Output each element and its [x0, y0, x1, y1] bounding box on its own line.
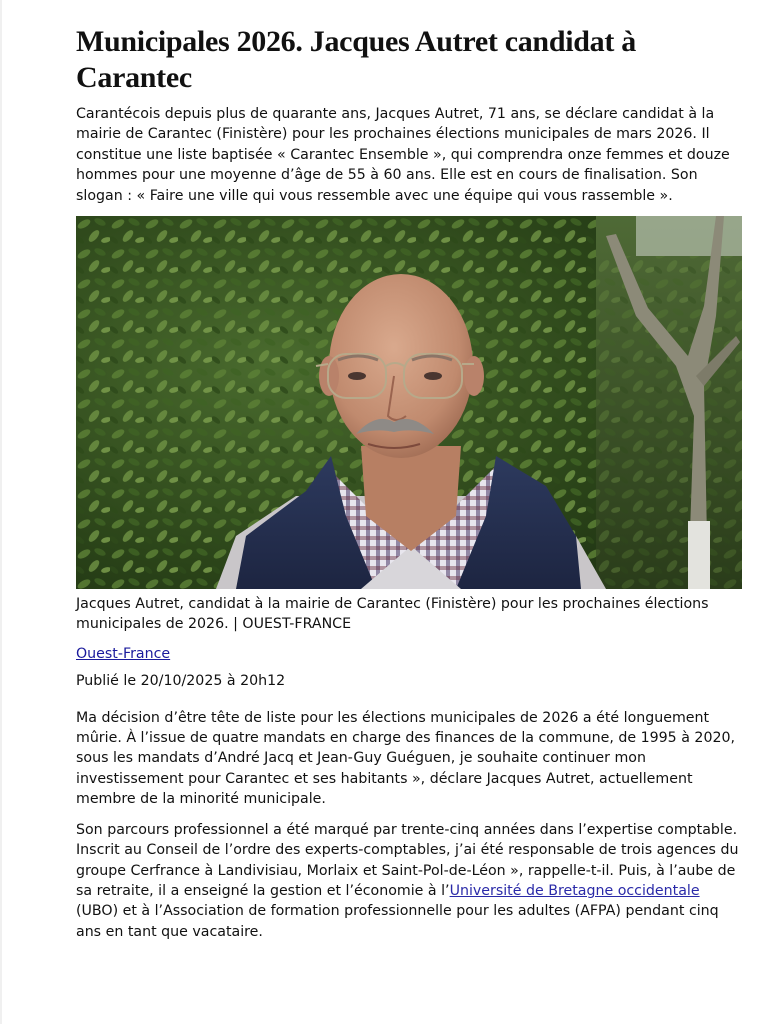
photo-caption: Jacques Autret, candidat à la mairie de Carantec (Finistère) pour les prochaines élections municipales de 2026. | OUEST-FRANCE — [76, 596, 709, 633]
article-title: Municipales 2026. Jacques Autret candidat à Carantec — [76, 25, 636, 94]
source-link[interactable]: Ouest-France — [76, 645, 171, 662]
article-paragraph: Ma décision d’être tête de liste pour les élections municipales de 2026 a été longuement mûrie. À l’issue de quatre mandats en charge des finances de la commune, de 1995 à 2020, sous les mandats d’André Jacq et Jean-Guy Guéguen, je souhaite continuer mon investissement pour Carantec et ses habitants », déclare Jacques Autret, actuellement membre de la minorité municipale. — [76, 709, 736, 808]
paragraph-text: Son parcours professionnel a été marqué par trente-cinq années dans l’expertise comptable. Inscrit au Conseil de l’ordre des experts-comptables, j’ai été responsable de trois agences du groupe Cerfrance à Landivisiau, Morlaix et Saint-Pol-de-Léon », rappelle-t-il. Puis, à l’aube de sa retraite, il a enseigné la gestion et l’économie à l’ — [76, 821, 739, 899]
article — [76, 24, 742, 942]
source-line — [76, 644, 742, 664]
paragraph-text: (UBO) et à l’Association de formation professionnelle pour les adultes (AFPA) pendant cinq ans en tant que vacataire. — [76, 903, 719, 940]
article-paragraph — [76, 820, 742, 942]
ubo-link[interactable]: Université de Bretagne occidentale — [449, 882, 700, 899]
article-photo — [76, 216, 742, 589]
article-lead: Carantécois depuis plus de quarante ans, Jacques Autret, 71 ans, se déclare candidat à la mairie de Carantec (Finistère) pour les prochaines élections municipales de mars 2026. Il constitue une liste baptisée « Carantec Ensemble », qui comprendra onze femmes et douze hommes pour une moyenne d’âge de 55 à 60 ans. Elle est en cours de finalisation. Son slogan : « Faire une ville qui vous ressemble avec une équipe qui vous rassemble ». — [76, 106, 730, 204]
portrait-image — [76, 216, 742, 589]
publication-date: Publié le 20/10/2025 à 20h12 — [76, 673, 286, 690]
